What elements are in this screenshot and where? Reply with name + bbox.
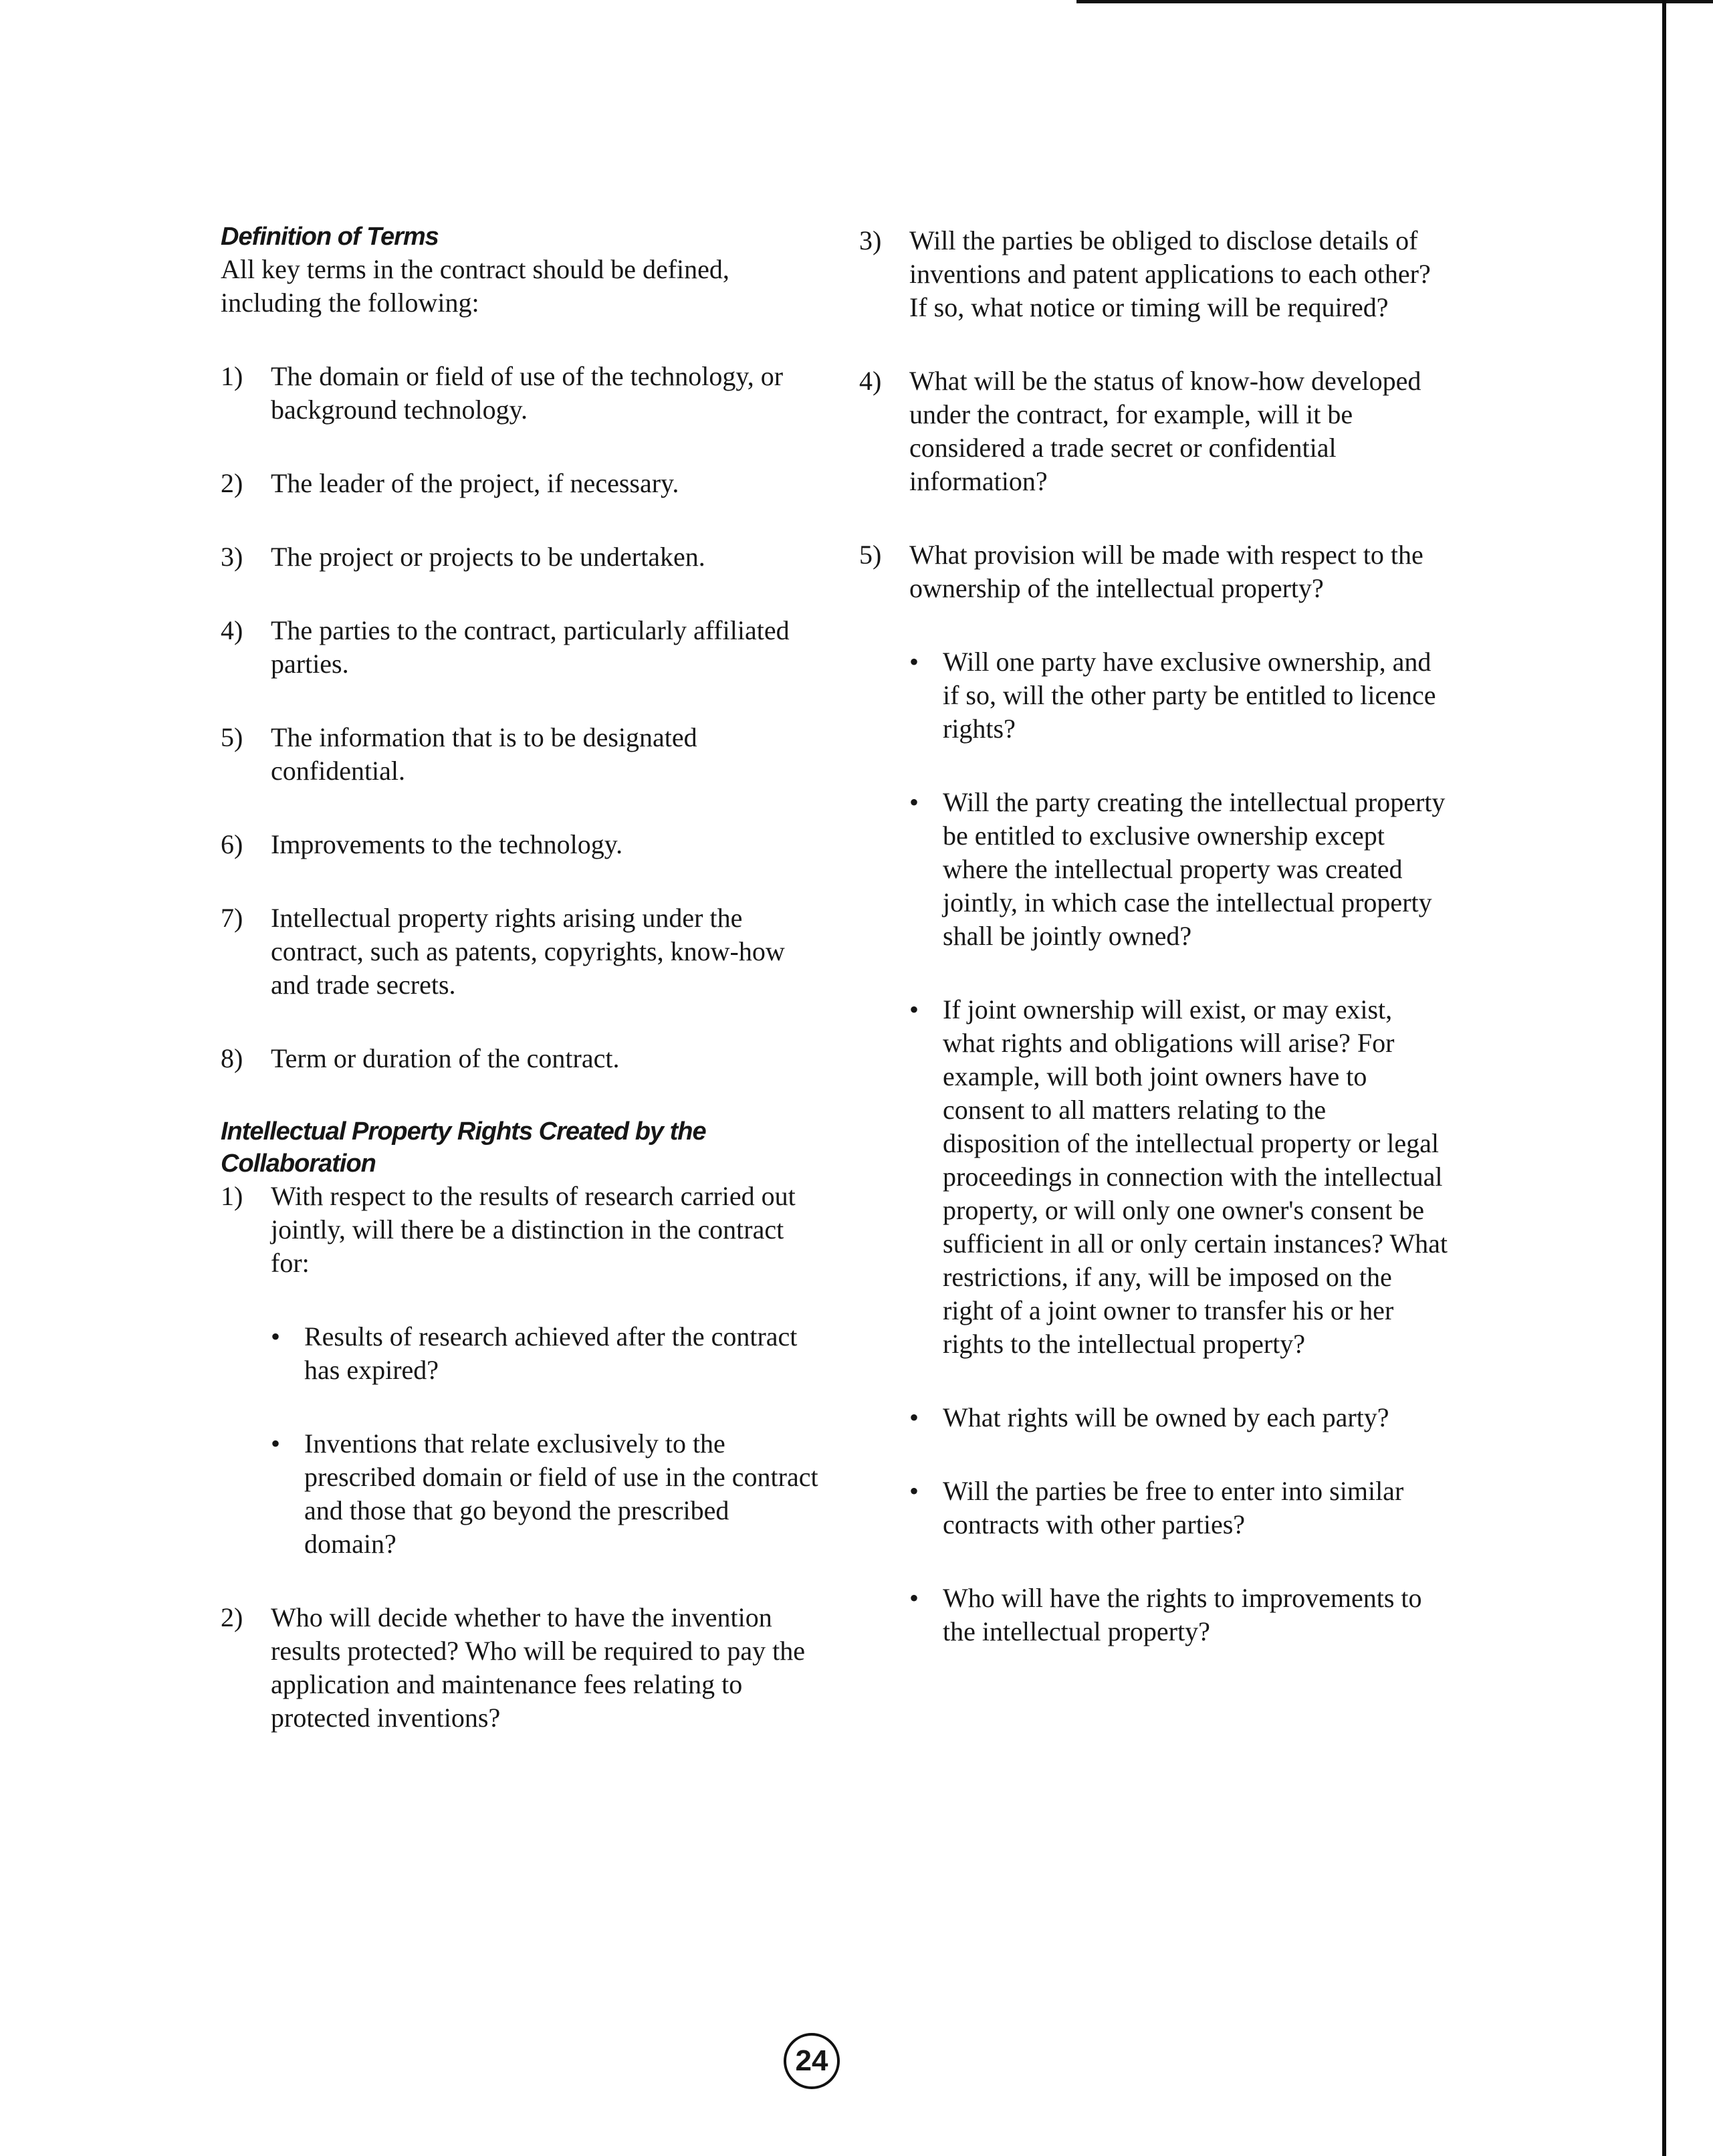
- bullet-item: • Inventions that relate exclusively to the prescribed domain or field of use in the contract and those that go beyond the prescribed domain?: [271, 1427, 822, 1561]
- bullet-item: • Results of research achieved after the contract has expired?: [271, 1320, 822, 1387]
- page-top-edge-line: [1076, 0, 1713, 3]
- question-5: 5) What provision will be made with respect to the ownership of the intellectual property? • Will one party have exclusive ownership, and if so, will the other party be entitled to licence rights? • Will the party creating the intellectual property be entitled to exclusive ownership except where the intellectual property was created jointly, in which case the intellectual property shall be jointly owned? • If joint ownership will exist, or may exist, what rights and obligations will arise? For example, will both joint owners have to consent to all matters relating to the disposition of the intellectual property or legal proceedings in connection with the intellectual property, or will only one owner's consent be sufficient in all or only certain instances? What restrictions, if any, will be imposed on the right of a joint owner to transfer his or her rights to the intellectual property? • What rights will be owned by each party? • Will the parties be free to enter into similar contracts with other parties? • Who will have the rights to improvements to the intellectual property?: [859, 538, 1448, 1648]
- section-heading-ip-rights: Intellectual Property Rights Created by the Collaboration: [221, 1117, 706, 1178]
- page-right-edge-line: [1662, 0, 1666, 2156]
- question-5-bullets: [909, 645, 1448, 1648]
- list-item: 8) Term or duration of the contract.: [221, 1043, 620, 1073]
- bullet-item: • Will one party have exclusive ownership, and if so, will the other party be entitled to licence rights?: [909, 645, 1448, 746]
- list-item: 4) The parties to the contract, particularly affiliated parties.: [221, 615, 790, 679]
- section-heading-definition-of-terms: Definition of Terms: [221, 223, 439, 251]
- list-item: 6) Improvements to the technology.: [221, 829, 623, 859]
- left-column: [221, 221, 822, 1775]
- list-item: 7) Intellectual property rights arising under the contract, such as patents, copyrights, know-how and trade secrets.: [221, 903, 785, 1000]
- question-4: 4) What will be the status of know-how developed under the contract, for example, will it be considered a trade secret or confidential information?: [859, 366, 1421, 496]
- bullet-item: • What rights will be owned by each party?: [909, 1401, 1448, 1434]
- bullet-item: • Will the parties be free to enter into similar contracts with other parties?: [909, 1475, 1448, 1541]
- terms-list: [221, 360, 822, 1075]
- page-number: 24: [784, 2033, 840, 2089]
- question-1-bullets: [271, 1320, 822, 1561]
- list-item: 2) The leader of the project, if necessary.: [221, 468, 679, 498]
- bullet-item: • If joint ownership will exist, or may exist, what rights and obligations will arise? For example, will both joint owners have to consent to all matters relating to the disposition of the intellectual property or legal proceedings in connection with the intellectual property, or will only one owner's consent be sufficient in all or only certain instances? What restrictions, if any, will be imposed on the right of a joint owner to transfer his or her rights to the intellectual property?: [909, 993, 1448, 1361]
- question-2: 2) Who will decide whether to have the invention results protected? Who will be required to pay the application and maintenance fees relating to protected inventions?: [221, 1602, 806, 1733]
- list-item: 1) The domain or field of use of the technology, or background technology.: [221, 361, 784, 425]
- question-3: 3) Will the parties be obliged to disclose details of inventions and patent applications to each other? If so, what notice or timing will be required?: [859, 225, 1431, 322]
- questions-list-right: [859, 224, 1448, 1648]
- list-item: 5) The information that is to be designated confidential.: [221, 722, 697, 786]
- question-1: 1) With respect to the results of research carried out jointly, will there be a distinction in the contract for: • Results of research achieved after the contract has expired? • Inventions that relate exclusively to the prescribed domain or field of use in the contract and those that go beyond the prescribed domain?: [221, 1180, 822, 1561]
- questions-list-left: [221, 1180, 822, 1735]
- bullet-item: • Will the party creating the intellectual property be entitled to exclusive ownership except where the intellectual property was created jointly, in which case the intellectual property shall be jointly owned?: [909, 786, 1448, 953]
- bullet-item: • Who will have the rights to improvements to the intellectual property?: [909, 1582, 1448, 1648]
- list-item: 3) The project or projects to be undertaken.: [221, 542, 705, 572]
- right-column: [859, 224, 1448, 1689]
- definition-intro: All key terms in the contract should be defined, including the following:: [221, 254, 729, 318]
